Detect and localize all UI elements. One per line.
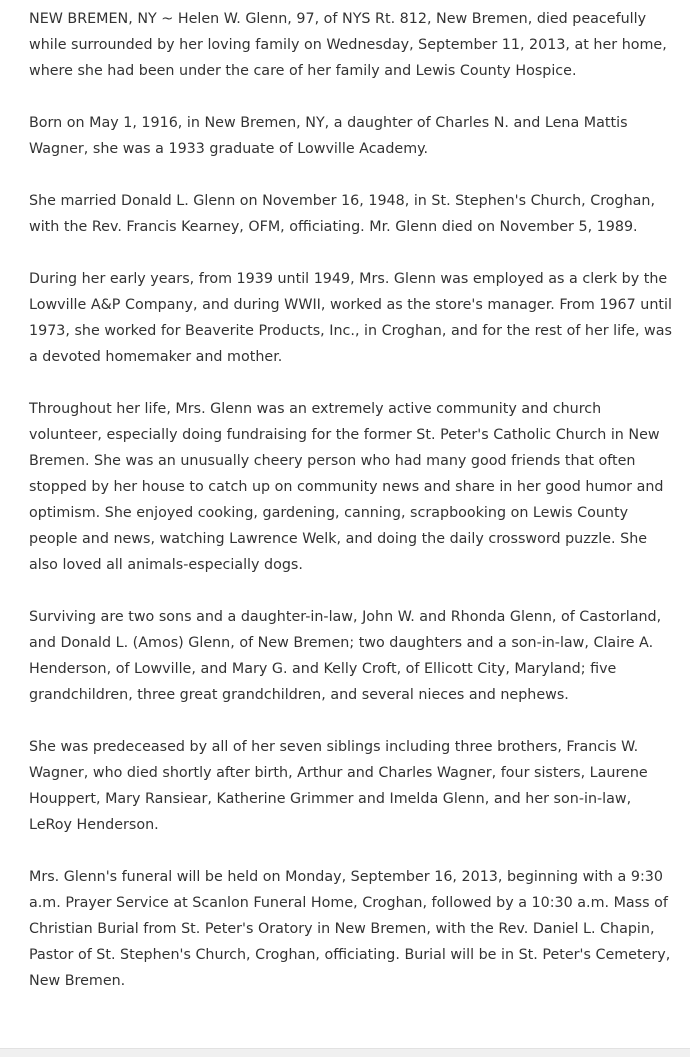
bottom-divider: [0, 1048, 690, 1057]
paragraph-survivors: Surviving are two sons and a daughter-in-law, John W. and Rhonda Glenn, of Castorland, and Donald L. (Amos) Glenn, of New Bremen; two daughters and a son-in-law, Claire A. Henderson, of Lowville, and Mary G. and Kelly Croft, of Ellicott City, Maryland; five grandchildren, three great grandchildren, and several nieces and nephews.: [29, 609, 662, 703]
paragraph-announcement: NEW BREMEN, NY ~ Helen W. Glenn, 97, of NYS Rt. 812, New Bremen, died peacefully while surrounded by her loving family on Wednesday, September 11, 2013, at her home, where she had been under the care of her family and Lewis County Hospice.: [29, 11, 667, 79]
paragraph-funeral: Mrs. Glenn's funeral will be held on Monday, September 16, 2013, beginning with a 9:30 a.m. Prayer Service at Scanlon Funeral Home, Croghan, followed by a 10:30 a.m. Mass of Christian Burial from St. Peter's Oratory in New Bremen, with the Rev. Daniel L. Chapin, Pastor of St. Stephen's Church, Croghan, officiating. Burial will be in St. Peter's Cemetery, New Bremen.: [29, 869, 671, 989]
paragraph-predeceased: She was predeceased by all of her seven siblings including three brothers, Francis W. Wagner, who died shortly after birth, Arthur and Charles Wagner, four sisters, Laurene Houppert, Mary Ransiear, Katherine Grimmer and Imelda Glenn, and her son-in-law, LeRoy Henderson.: [29, 739, 648, 833]
paragraph-career: During her early years, from 1939 until 1949, Mrs. Glenn was employed as a clerk by the Lowville A&P Company, and during WWII, worked as the store's manager. From 1967 until 1973, she worked for Beaverite Products, Inc., in Croghan, and for the rest of her life, was a devoted homemaker and mother.: [29, 271, 672, 365]
paragraph-marriage: She married Donald L. Glenn on November 16, 1948, in St. Stephen's Church, Croghan, with the Rev. Francis Kearney, OFM, officiating. Mr. Glenn died on November 5, 1989.: [29, 193, 656, 235]
paragraph-birth: Born on May 1, 1916, in New Bremen, NY, a daughter of Charles N. and Lena Mattis Wagner, she was a 1933 graduate of Lowville Academy.: [29, 115, 628, 157]
paragraph-community: Throughout her life, Mrs. Glenn was an extremely active community and church volunteer, especially doing fundraising for the former St. Peter's Catholic Church in New Bremen. She was an unusually cheery person who had many good friends that often stopped by her house to catch up on community news and share in her good humor and optimism. She enjoyed cooking, gardening, canning, scrapbooking on Lewis County people and news, watching Lawrence Welk, and doing the daily crossword puzzle. She also loved all animals-especially dogs.: [29, 401, 664, 573]
